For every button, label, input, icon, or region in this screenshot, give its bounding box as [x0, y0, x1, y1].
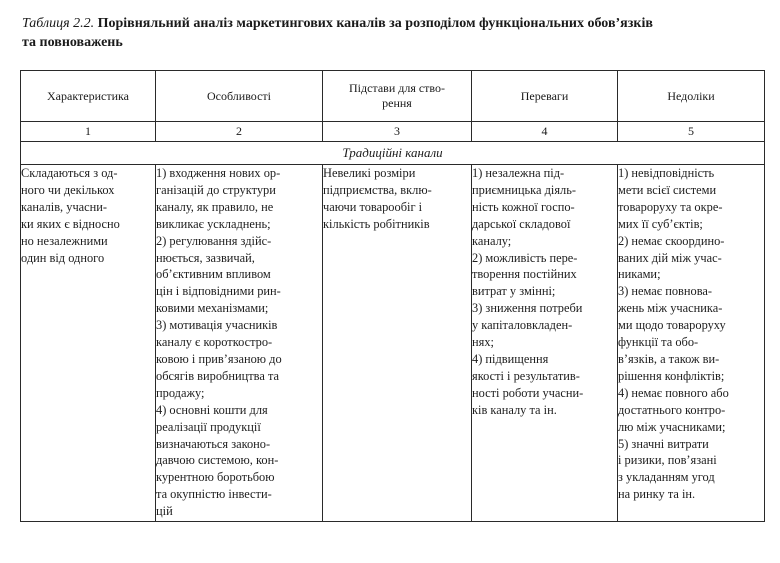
cell-text-line: 4) немає повного або [618, 385, 729, 400]
cell-text-line: підприємства, вклю- [323, 182, 432, 197]
cell-text-line: 1) входження нових ор- [156, 166, 281, 180]
column-number: 4 [472, 122, 618, 142]
section-row [21, 142, 765, 165]
caption-text-line2: та повноважень [22, 35, 123, 50]
cell-text-line: якості і результатив- [472, 368, 580, 383]
cell-text-line: ваних дій між учас- [618, 250, 722, 265]
cell-text-line: кількість робітників [323, 216, 430, 231]
cell-text-line: 4) основні кошти для [156, 402, 268, 417]
caption-label: Таблиця 2.2. [22, 16, 95, 31]
cell-text-line: викликає ускладнень; [156, 216, 271, 231]
cell-text-line: 2) можливість пере- [472, 250, 578, 265]
cell-text-line: мих її суб’єктів; [618, 216, 703, 231]
cell-text-line: курентною боротьбою [156, 470, 275, 485]
cell-text-line: функції та обо- [618, 335, 699, 350]
cell-text-line: рішення конфліктів; [618, 368, 725, 383]
cell-text-line: визначаються законо- [156, 436, 271, 451]
cell-text-line: ки яких є відносно [21, 216, 120, 231]
cell-text-line: каналу, як правило, не [156, 199, 274, 214]
cell-text-line: товароруху та окре- [618, 199, 723, 214]
cell-text-line: 2) немає скоордино- [618, 233, 725, 248]
cell-text-line: ків каналу та ін. [472, 402, 557, 417]
caption-text: Порівняльний аналіз маркетингових каналів за розподілом функціональних обов’язків [97, 16, 653, 31]
cell-text-line: чаючи товарообіг і [323, 199, 423, 214]
cell-text-line: ганізацій до структури [156, 182, 276, 197]
header-grounds-line2: рення [382, 96, 412, 110]
cell-characteristic [21, 165, 156, 522]
cell-text-line: цін і відповідними рин- [156, 284, 281, 299]
cell-text-line: та окупністю інвести- [156, 487, 272, 502]
cell-text-line: 2) регулювання здійс- [156, 233, 272, 248]
cell-text-line: в’язків, а також ви- [618, 351, 720, 366]
cell-text-line: дарської складової [472, 216, 571, 231]
cell-features [156, 165, 323, 522]
cell-text-line: никами; [618, 267, 661, 282]
cell-text-line: Невеликі розміри [323, 166, 416, 180]
cell-text-line: Складаються з од- [21, 166, 118, 180]
header-features: Особливості [156, 71, 323, 122]
cell-text-line: 1) незалежна під- [472, 166, 565, 180]
column-number: 3 [323, 122, 472, 142]
content-row [21, 165, 765, 522]
cell-text-line: ковою і прив’язаною до [156, 351, 282, 366]
cell-text-line: обсягів виробництва та [156, 368, 280, 383]
comparison-table [20, 70, 765, 522]
cell-text-line: цій [156, 504, 173, 519]
table-caption [22, 14, 767, 52]
cell-text-line: на ринку та ін. [618, 487, 696, 502]
column-number: 2 [156, 122, 323, 142]
cell-text-line: каналу є короткостро- [156, 335, 273, 350]
column-number: 1 [21, 122, 156, 142]
header-disadvantages: Недоліки [618, 71, 765, 122]
cell-grounds [323, 165, 472, 522]
cell-text-line: витрат у змінні; [472, 284, 556, 299]
cell-text-line: з укладанням угод [618, 470, 715, 485]
cell-text-line: реалізації продукції [156, 419, 261, 434]
header-grounds [323, 71, 472, 122]
cell-text-line: 3) мотивація учасників [156, 318, 278, 333]
section-title: Традиційні канали [21, 142, 765, 165]
column-number-row [21, 122, 765, 142]
cell-text-line: жень між учасника- [618, 301, 723, 316]
column-number: 5 [618, 122, 765, 142]
cell-text-line: 3) зниження потреби [472, 301, 583, 316]
cell-text-line: мети всієї системи [618, 182, 717, 197]
cell-text-line: один від одного [21, 250, 105, 265]
header-grounds-line1: Підстави для ство- [349, 81, 445, 95]
cell-text-line: ного чи декількох [21, 182, 115, 197]
header-characteristic: Характеристика [21, 71, 156, 122]
cell-text-line: 5) значні витрати [618, 436, 709, 451]
cell-text-line: каналів, учасни- [21, 199, 108, 214]
cell-text-line: 4) підвищення [472, 351, 549, 366]
cell-text-line: но незалежними [21, 233, 108, 248]
cell-text-line: об’єктивним впливом [156, 267, 271, 282]
cell-disadvantages [618, 165, 765, 522]
cell-advantages [472, 165, 618, 522]
cell-text-line: ми щодо товароруху [618, 318, 726, 333]
cell-text-line: лю між учасниками; [618, 419, 726, 434]
header-advantages: Переваги [472, 71, 618, 122]
header-row [21, 71, 765, 122]
cell-text-line: достатнього контро- [618, 402, 726, 417]
cell-text-line: 1) невідповідність [618, 166, 715, 180]
cell-text-line: ковими механізмами; [156, 301, 269, 316]
cell-text-line: нях; [472, 335, 494, 350]
cell-text-line: ність кожної госпо- [472, 199, 575, 214]
cell-text-line: приємницька діяль- [472, 182, 576, 197]
cell-text-line: і ризики, пов’язані [618, 453, 717, 468]
cell-text-line: ності роботи учасни- [472, 385, 584, 400]
cell-text-line: 3) немає повнова- [618, 284, 713, 299]
cell-text-line: нюється, зазвичай, [156, 250, 255, 265]
cell-text-line: у капіталовкладен- [472, 318, 573, 333]
cell-text-line: творення постійних [472, 267, 577, 282]
cell-text-line: каналу; [472, 233, 512, 248]
cell-text-line: давчою системою, кон- [156, 453, 279, 468]
cell-text-line: продажу; [156, 385, 205, 400]
